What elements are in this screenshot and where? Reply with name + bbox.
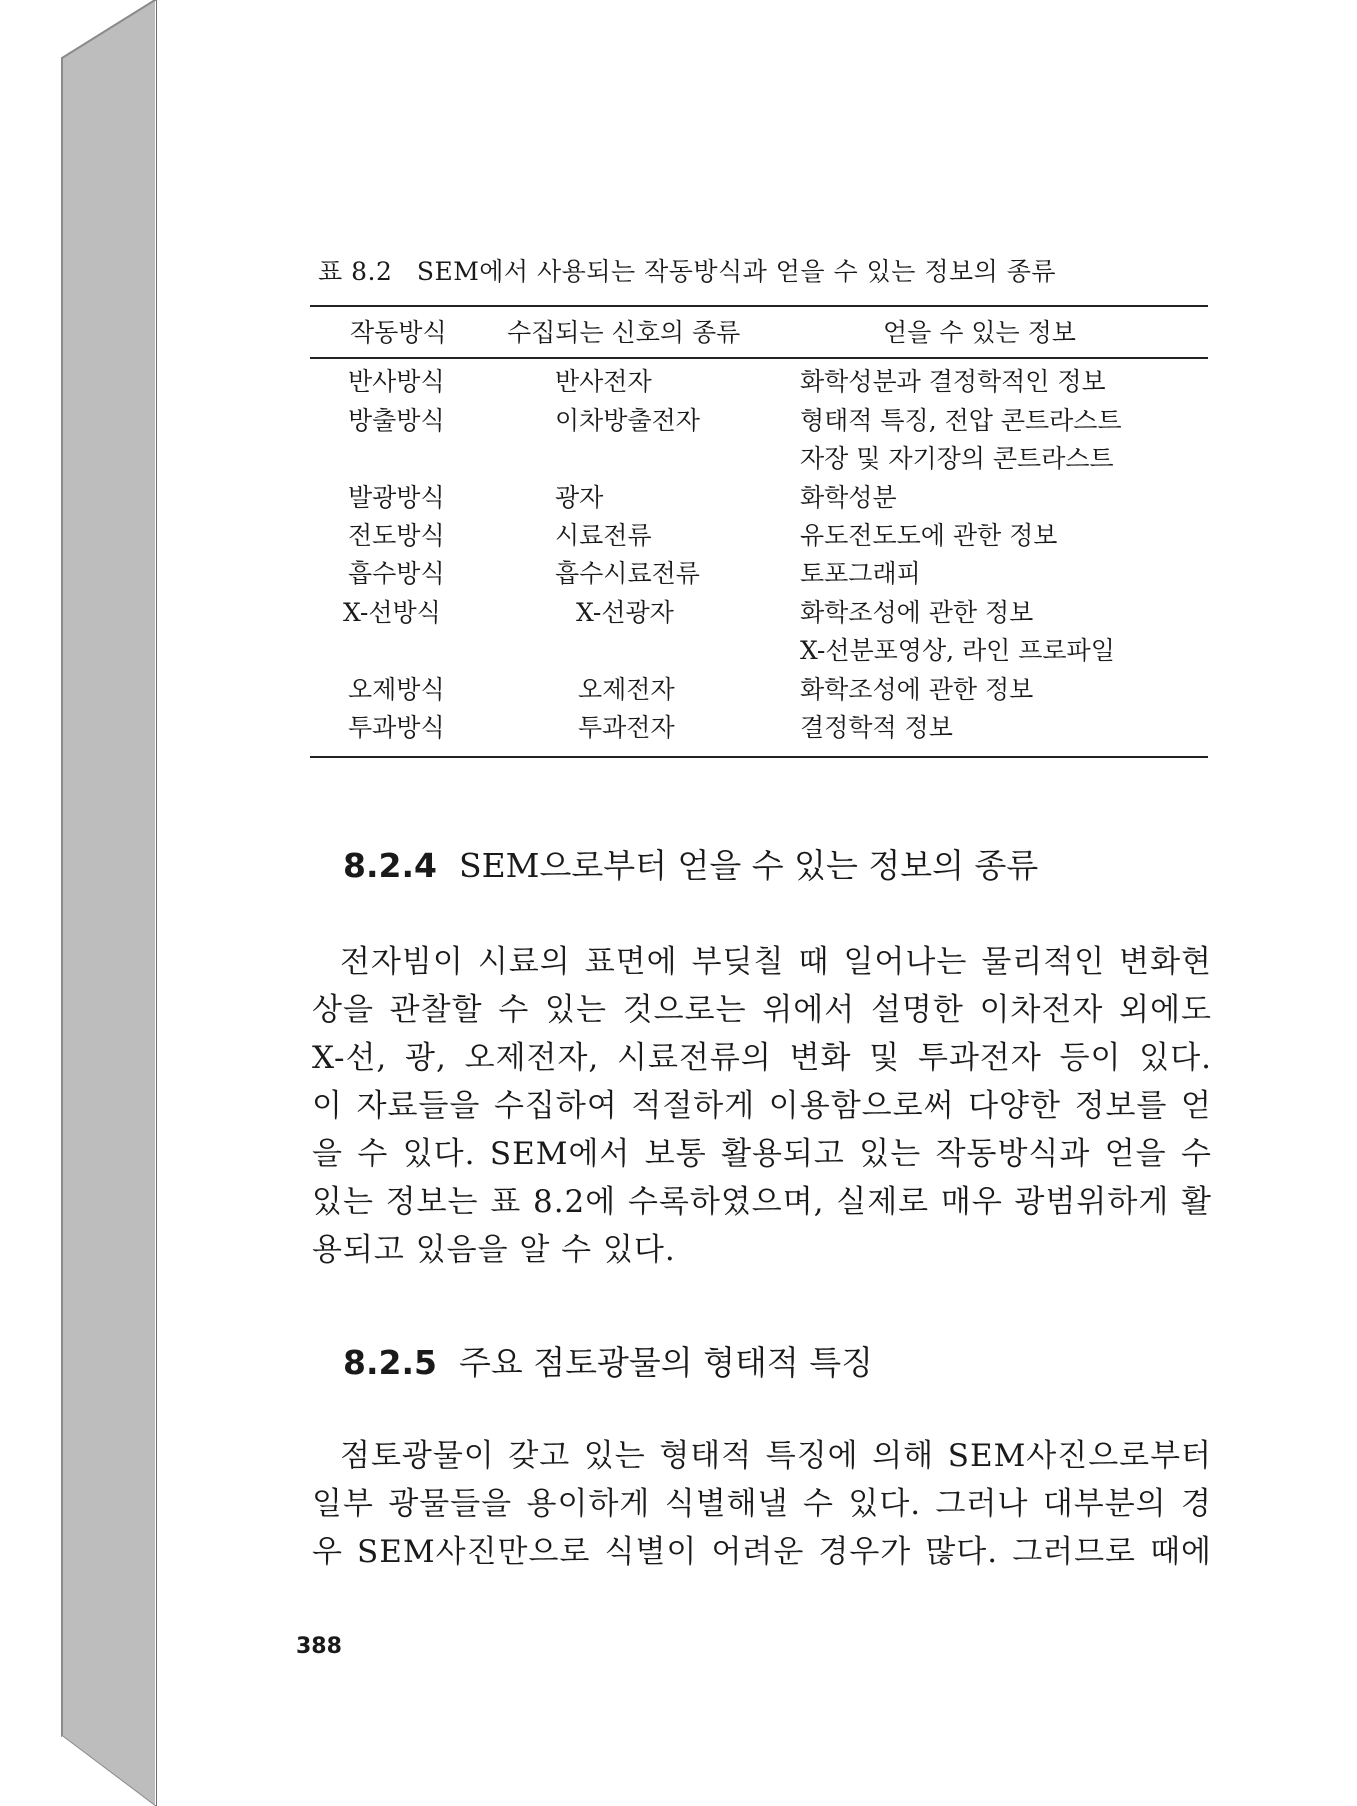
table-cell-info: X-선분포영상, 라인 프로파일 xyxy=(800,636,1115,665)
table-cell-info: 형태적 특징, 전압 콘트라스트 xyxy=(800,406,1122,435)
paragraph-line: 전자빔이 시료의 표면에 부딪칠 때 일어나는 물리적인 변화현 xyxy=(340,944,1212,980)
table-caption xyxy=(318,252,1056,288)
table-cell-info: 자장 및 자기장의 콘트라스트 xyxy=(800,444,1114,473)
table-cell-info: 화학조성에 관한 정보 xyxy=(800,675,1034,704)
table-cell-info: 결정학적 정보 xyxy=(800,713,953,742)
table-header-mode: 작동방식 xyxy=(350,318,447,347)
table-cell-signal: 시료전류 xyxy=(555,521,652,550)
section-title: 주요 점토광물의 형태적 특징 xyxy=(458,1343,873,1382)
table-title: SEM에서 사용되는 작동방식과 얻을 수 있는 정보의 종류 xyxy=(416,257,1057,286)
table-number: 표 8.2 xyxy=(318,257,393,286)
table-cell-mode: 발광방식 xyxy=(348,483,445,512)
table-cell-info: 화학조성에 관한 정보 xyxy=(800,598,1034,627)
paragraph-line: 일부 광물들을 용이하게 식별해낼 수 있다. 그러나 대부분의 경 xyxy=(312,1486,1212,1522)
section-heading-825 xyxy=(343,1337,873,1384)
table-cell-signal: 투과전자 xyxy=(578,713,675,742)
table-cell-info: 화학성분과 결정학적인 정보 xyxy=(800,367,1106,396)
table-cell-mode: 전도방식 xyxy=(348,521,445,550)
paragraph-line: 상을 관찰할 수 있는 것으로는 위에서 설명한 이차전자 외에도 xyxy=(312,992,1212,1028)
page-number: 388 xyxy=(296,1634,342,1659)
paragraph-line: 이 자료들을 수집하여 적절하게 이용함으로써 다양한 정보를 얻 xyxy=(312,1088,1212,1124)
paragraph-line: 을 수 있다. SEM에서 보통 활용되고 있는 작동방식과 얻을 수 xyxy=(312,1136,1212,1172)
section-number: 8.2.5 xyxy=(343,1343,437,1382)
table-cell-mode: 오제방식 xyxy=(348,675,445,704)
table-cell-mode: X-선방식 xyxy=(343,598,441,627)
table-header-signal: 수집되는 신호의 종류 xyxy=(507,318,741,347)
table-cell-info: 화학성분 xyxy=(800,483,897,512)
table-cell-signal: 반사전자 xyxy=(555,367,652,396)
table-cell-mode: 반사방식 xyxy=(348,367,445,396)
table-header-info: 얻을 수 있는 정보 xyxy=(883,318,1076,347)
table-cell-mode: 흡수방식 xyxy=(348,559,445,588)
table-top-rule xyxy=(310,305,1208,307)
paragraph-line: X-선, 광, 오제전자, 시료전류의 변화 및 투과전자 등이 있다. xyxy=(312,1040,1212,1076)
paragraph-line: 있는 정보는 표 8.2에 수록하였으며, 실제로 매우 광범위하게 활 xyxy=(312,1184,1212,1220)
table-bottom-rule xyxy=(310,756,1208,758)
paragraph-825 xyxy=(312,1432,1212,1576)
table-cell-signal: 오제전자 xyxy=(578,675,675,704)
table-cell-signal: 이차방출전자 xyxy=(555,406,700,435)
paragraph-line: 용되고 있음을 알 수 있다. xyxy=(312,1232,676,1268)
table-cell-signal: X-선광자 xyxy=(576,598,674,627)
paragraph-line: 점토광물이 갖고 있는 형태적 특징에 의해 SEM사진으로부터 xyxy=(340,1438,1212,1474)
table-cell-info: 유도전도도에 관한 정보 xyxy=(800,521,1058,550)
book-edge xyxy=(0,0,160,1806)
section-title: SEM으로부터 얻을 수 있는 정보의 종류 xyxy=(458,846,1039,885)
table-cell-signal: 흡수시료전류 xyxy=(555,559,700,588)
table-cell-mode: 방출방식 xyxy=(348,406,445,435)
section-number: 8.2.4 xyxy=(343,846,437,885)
section-heading-824 xyxy=(343,840,1038,887)
table-cell-info: 토포그래피 xyxy=(800,559,921,588)
paragraph-824 xyxy=(312,938,1212,1274)
table-cell-mode: 투과방식 xyxy=(348,713,445,742)
table-cell-signal: 광자 xyxy=(555,483,604,512)
table-header-rule xyxy=(310,357,1208,359)
paragraph-line: 우 SEM사진만으로 식별이 어려운 경우가 많다. 그러므로 때에 xyxy=(312,1534,1212,1570)
